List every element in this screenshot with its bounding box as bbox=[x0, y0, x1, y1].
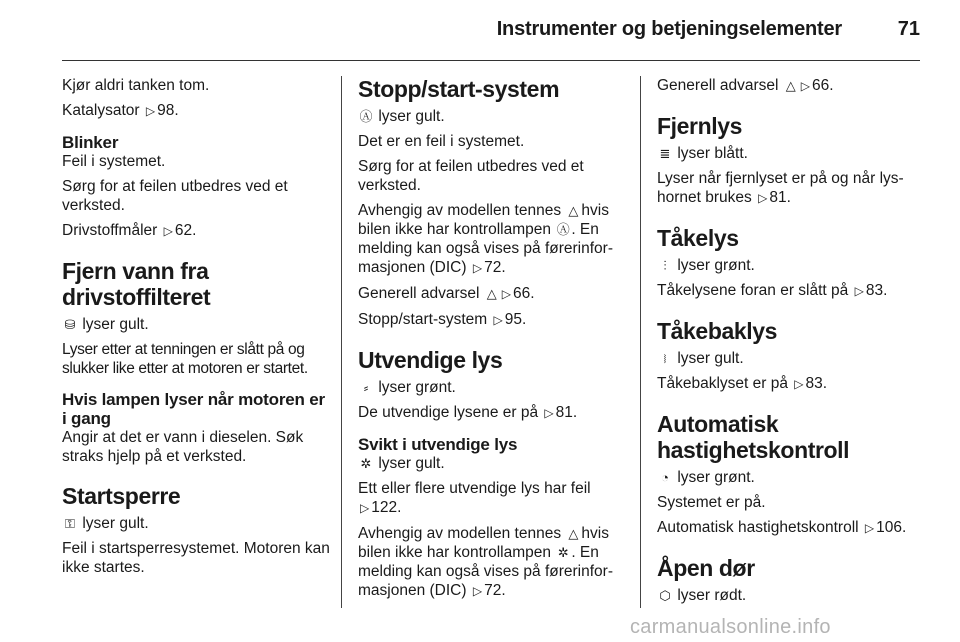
section-heading-blinker: Blinker bbox=[62, 133, 119, 152]
reference-arrow-icon: ▷ bbox=[854, 284, 864, 298]
section-heading-fog-lights: Tåkelys bbox=[657, 225, 739, 251]
paragraph: Ⓐ lyser gult. bbox=[359, 108, 445, 125]
bulb-fault-icon: ✲ bbox=[557, 545, 569, 560]
bulb-fault-icon: ✲ bbox=[360, 456, 372, 471]
paragraph: ✲ lyser gult. bbox=[358, 454, 630, 473]
column-divider-2 bbox=[640, 76, 641, 608]
paragraph: Feil i systemet. bbox=[62, 153, 166, 170]
section-heading-light-fault: Svikt i utvendige lys bbox=[358, 435, 518, 454]
paragraph: Automatisk hastighetskontroll ▷ 106. bbox=[657, 519, 907, 536]
paragraph: Lyser etter at tenningen er slått på og slukker like etter at motoren er startet. bbox=[62, 341, 308, 377]
paragraph: ⫶ lyser grønt. bbox=[657, 256, 923, 275]
reference-arrow-icon: ▷ bbox=[800, 79, 811, 93]
paragraph: Drivstoffmåler ▷ 62. bbox=[62, 222, 197, 239]
stop-start-icon: Ⓐ bbox=[359, 109, 373, 124]
reference-arrow-icon: ▷ bbox=[472, 584, 483, 598]
paragraph: Tåkelysene foran er slått på ▷ 83. bbox=[657, 282, 888, 299]
reference-arrow-icon: ▷ bbox=[794, 377, 804, 391]
door-open-icon: ⬡ bbox=[659, 588, 671, 603]
paragraph: ≣ lyser blått. bbox=[657, 144, 923, 163]
immobiliser-icon: ⚿ bbox=[65, 516, 75, 531]
paragraph: Kjør aldri tanken tom. bbox=[62, 77, 210, 94]
watermark: carmanualsonline.info bbox=[630, 616, 831, 638]
section-heading-immobiliser: Startsperre bbox=[62, 483, 181, 509]
reference-arrow-icon: ▷ bbox=[864, 521, 875, 535]
header-title: Instrumenter og betjeningselementer bbox=[496, 18, 842, 40]
paragraph: ⧘ lyser gult. bbox=[657, 349, 923, 368]
paragraph: ⛁ lyser gult. bbox=[62, 315, 330, 334]
section-heading-door-open: Åpen dør bbox=[657, 555, 755, 581]
stop-start-icon: Ⓐ bbox=[556, 222, 570, 237]
paragraph: Feil i startsperresystemet. Motoren kan ikke startes. bbox=[62, 540, 330, 576]
paragraph: Ett eller flere utvendige lys har feil ▷ 122. bbox=[358, 480, 591, 516]
paragraph: Stopp/start-system ▷ 95. bbox=[358, 311, 527, 328]
reference-arrow-icon: ▷ bbox=[163, 224, 173, 238]
warning-triangle-icon: △ bbox=[568, 203, 579, 218]
column-2 bbox=[358, 76, 630, 607]
rear-fog-light-icon: ⧘ bbox=[663, 351, 667, 366]
paragraph: Sørg for at feilen utbedres ved et verksted. bbox=[358, 158, 584, 194]
paragraph: ⬡ lyser rødt. bbox=[657, 586, 923, 605]
column-divider-1 bbox=[341, 76, 342, 608]
reference-arrow-icon: ▷ bbox=[501, 287, 512, 301]
exterior-lights-icon: ⸗ bbox=[363, 380, 369, 395]
column-1 bbox=[62, 76, 330, 583]
section-heading-stop-start: Stopp/start-system bbox=[358, 76, 560, 102]
paragraph: Angir at det er vann i dieselen. Søk straks hjelp på et verksted. bbox=[62, 429, 304, 465]
paragraph: Systemet er på. bbox=[657, 494, 766, 511]
warning-triangle-icon: △ bbox=[785, 78, 796, 93]
column-3 bbox=[657, 76, 923, 611]
header-divider bbox=[62, 60, 920, 61]
paragraph: Lyser når fjernlyset er på og når lyshornet brukes ▷ 81. bbox=[657, 170, 904, 206]
paragraph: Generell advarsel △ ▷ 66. bbox=[358, 285, 535, 302]
reference-arrow-icon: ▷ bbox=[758, 191, 768, 205]
paragraph: Tåkebaklyset er på ▷ 83. bbox=[657, 375, 828, 392]
paragraph: Generell advarsel △ ▷ 66. bbox=[657, 77, 834, 94]
reference-arrow-icon: ▷ bbox=[360, 501, 370, 515]
paragraph: Avhengig av modellen tennes △ hvis bilen ikke har kontrollampen ✲ . En melding kan også vises på førerinformasjonen (DIC) ▷ 72. bbox=[358, 525, 614, 599]
section-heading-exterior-lights: Utvendige lys bbox=[358, 347, 503, 373]
section-heading-engine-running: Hvis lampen lyser når motoren er i gang bbox=[62, 390, 325, 428]
paragraph: Katalysator ▷ 98. bbox=[62, 102, 179, 119]
paragraph: Avhengig av modellen tennes △ hvis bilen ikke har kontrollampen Ⓐ. En melding kan også vises på førerinformasjonen (DIC) ▷ 72. bbox=[358, 202, 614, 276]
fog-light-icon: ⫶ bbox=[663, 258, 667, 273]
paragraph: De utvendige lysene er på ▷ 81. bbox=[358, 404, 578, 421]
high-beam-icon: ≣ bbox=[659, 146, 671, 161]
reference-arrow-icon: ▷ bbox=[544, 406, 554, 420]
page-number: 71 bbox=[897, 18, 920, 40]
section-heading-cruise-control: Automatisk hastighetskontroll bbox=[657, 411, 850, 463]
section-heading-water: Fjern vann fra drivstoffilteret bbox=[62, 258, 211, 310]
water-in-fuel-icon: ⛁ bbox=[64, 317, 76, 332]
paragraph: Det er en feil i systemet. bbox=[358, 133, 525, 150]
paragraph: ◔ lyser grønt. bbox=[657, 468, 923, 487]
cruise-control-icon: ◔ bbox=[661, 470, 669, 485]
warning-triangle-icon: △ bbox=[486, 286, 497, 301]
section-heading-rear-fog: Tåkebaklys bbox=[657, 318, 778, 344]
paragraph: Sørg for at feilen utbedres ved et verksted. bbox=[62, 178, 288, 214]
warning-triangle-icon: △ bbox=[568, 526, 579, 541]
paragraph: ⸗ lyser grønt. bbox=[358, 378, 630, 397]
paragraph: ⚿ lyser gult. bbox=[62, 514, 330, 533]
reference-arrow-icon: ▷ bbox=[493, 313, 503, 327]
section-heading-high-beam: Fjernlys bbox=[657, 113, 743, 139]
reference-arrow-icon: ▷ bbox=[145, 104, 156, 118]
reference-arrow-icon: ▷ bbox=[472, 261, 483, 275]
